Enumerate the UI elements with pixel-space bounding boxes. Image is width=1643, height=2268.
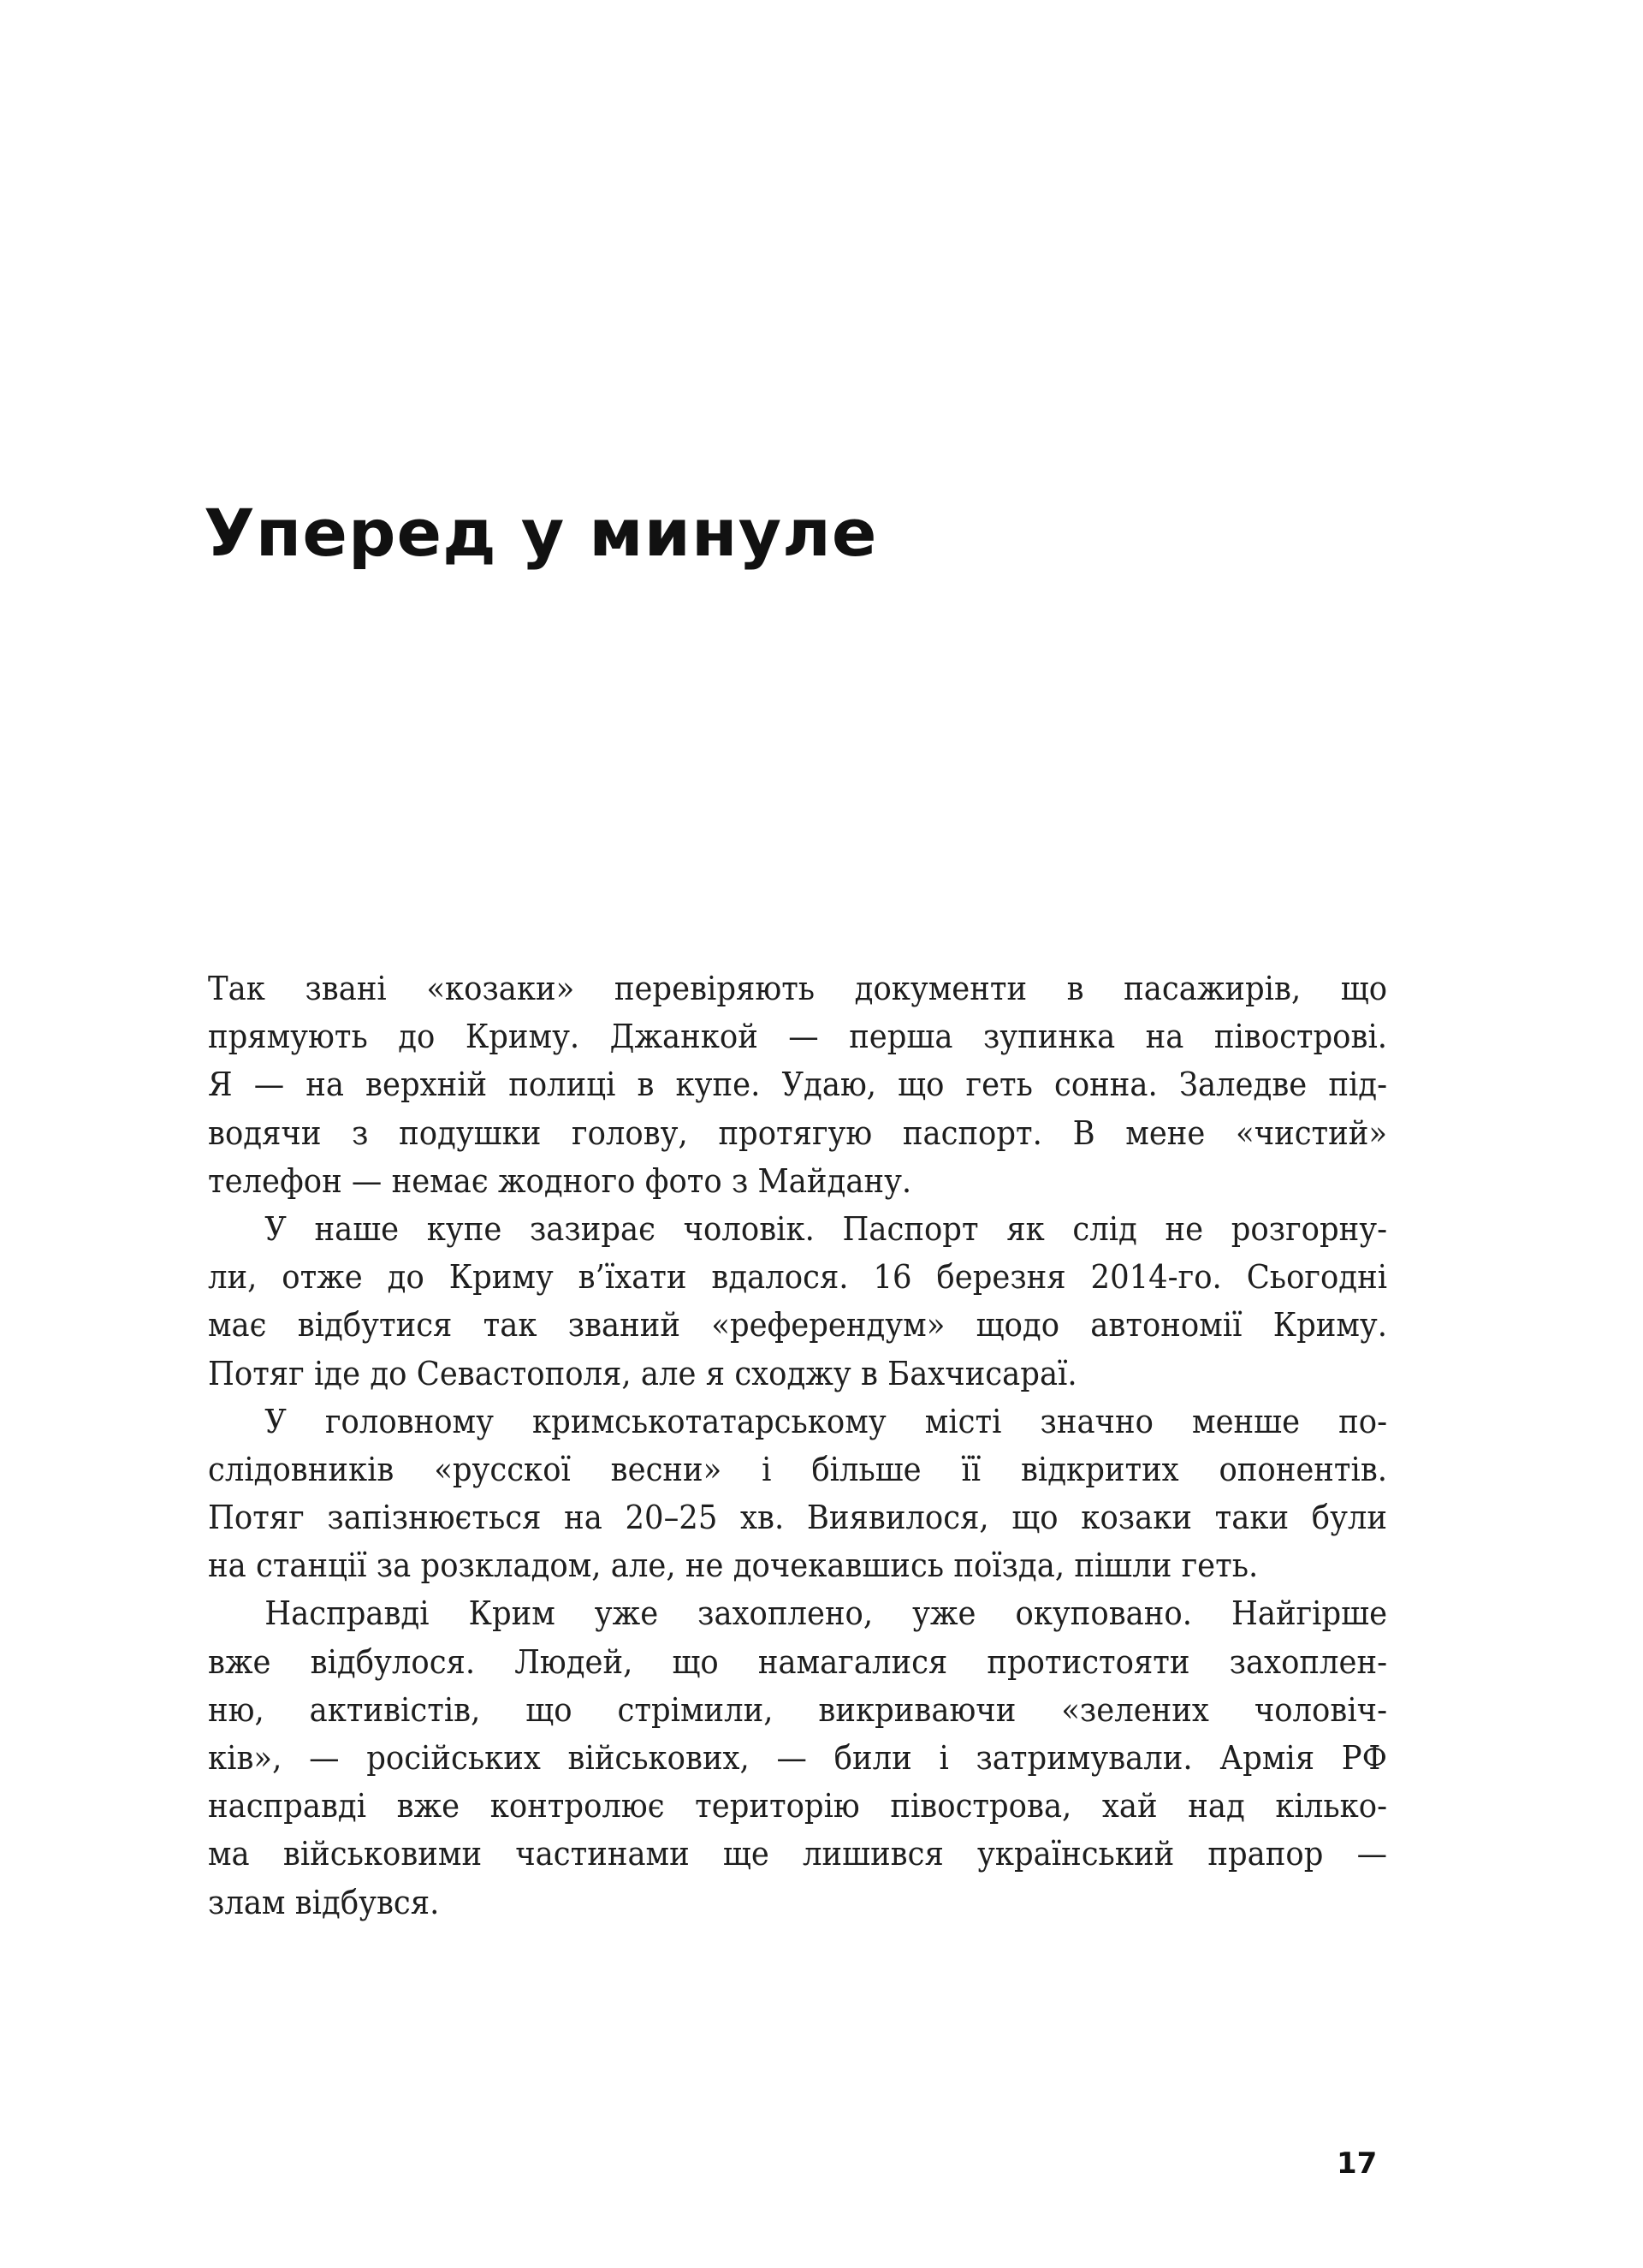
text-line: телефон — немає жодного фото з Майдану. (208, 1161, 912, 1201)
text-line: злам відбувся. (208, 1883, 440, 1922)
text-line: ли, отже до Криму в’їхати вдалося. 16 березня 2014-го. Сьогодні (208, 1258, 1388, 1297)
paragraph (208, 1398, 1387, 1591)
text-line: на станції за розкладом, але, не дочекавшись поїзда, пішли геть. (208, 1547, 1259, 1586)
text-line: водячи з подушки голову, протягую паспорт. В мене «чистий» (208, 1113, 1388, 1153)
text-line: ма військовими частинами ще лишився український прапор — (208, 1835, 1388, 1874)
text-line: Потяг іде до Севастополя, але я сходжу в Бахчисараї. (208, 1354, 1077, 1393)
text-line: вже відбулося. Людей, що намагалися протистояти захоплен- (208, 1642, 1388, 1682)
text-line: ню, активістів, що стрімили, викриваючи «зелених чоловіч- (208, 1690, 1388, 1730)
body-text (208, 965, 1387, 1927)
text-line: ків», — російських військових, — били і затримували. Армія РФ (208, 1739, 1388, 1778)
paragraph (208, 1590, 1387, 1927)
text-line: Потяг запізнюється на 20–25 хв. Виявилося, що козаки таки були (208, 1499, 1388, 1538)
chapter-title: Уперед у минуле (204, 495, 878, 571)
text-line: Я — на верхній полиці в купе. Удаю, що геть сонна. Заледве під- (208, 1066, 1388, 1105)
text-line: насправді вже контролює територію півострова, хай над кілько- (208, 1787, 1388, 1826)
text-line: У наше купе зазирає чоловік. Паспорт як слід не розгорну- (264, 1209, 1388, 1249)
text-line: слідовників «русскої весни» і більше її відкритих опонентів. (208, 1450, 1388, 1489)
text-line: Насправді Крим уже захоплено, уже окуповано. Найгірше (264, 1594, 1388, 1634)
text-line: прямують до Криму. Джанкой — перша зупинка на півострові. (208, 1018, 1388, 1057)
text-line: Так звані «козаки» перевіряють документи в пасажирів, що (208, 970, 1388, 1008)
text-line: має відбутися так званий «референдум» щодо автономії Криму. (208, 1306, 1388, 1345)
paragraph (208, 965, 1387, 1206)
page-number: 17 (1337, 2146, 1378, 2181)
text-line: У головному кримськотатарському місті значно менше по- (264, 1402, 1388, 1441)
paragraph (208, 1206, 1387, 1398)
